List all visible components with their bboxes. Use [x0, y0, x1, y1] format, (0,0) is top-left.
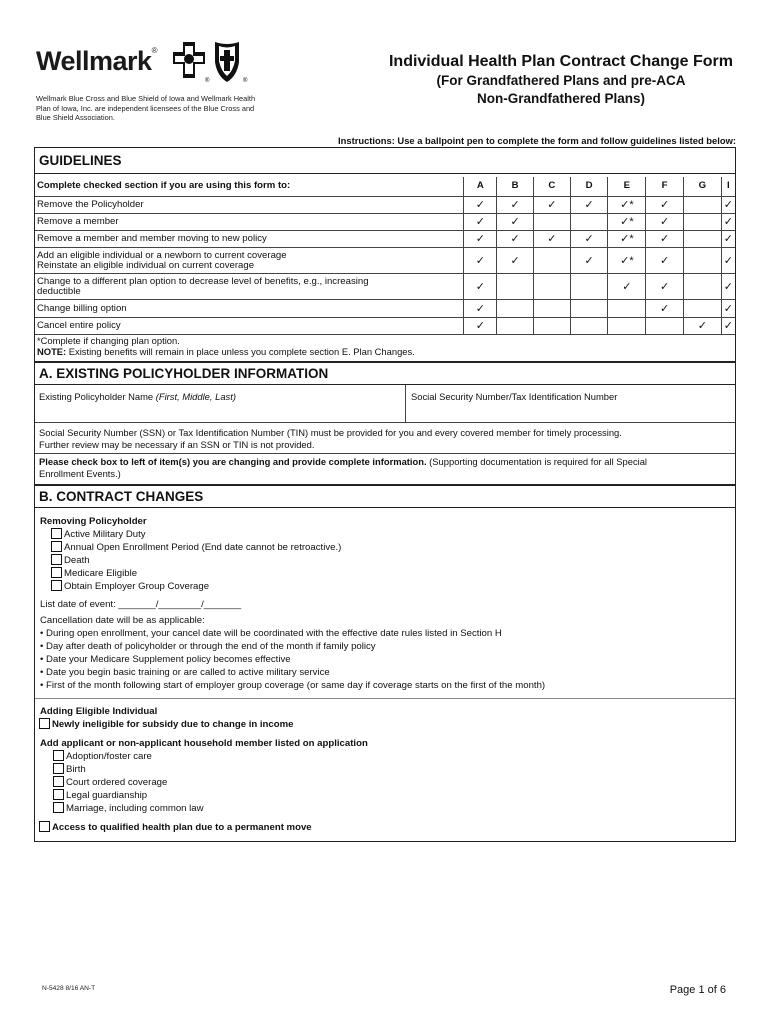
- option-guardianship[interactable]: Legal guardianship: [53, 789, 147, 802]
- table-row: [35, 317, 735, 334]
- check-cell: ✓: [721, 274, 735, 300]
- check-cell: ✓: [464, 248, 497, 274]
- check-cell: ✓: [721, 248, 735, 274]
- table-row: [35, 231, 735, 248]
- guidelines-note: [37, 335, 415, 357]
- check-cell: ✓: [608, 274, 646, 300]
- check-cell: ✓: [533, 231, 570, 248]
- ssn-notice: Social Security Number (SSN) or Tax Identification Number (TIN) must be provided for you and every covered member for timely processing. Further review may be necessary if an SSN or TIN is not provided.: [39, 427, 622, 450]
- checkbox[interactable]: [53, 789, 64, 800]
- svg-text:®: ®: [243, 78, 248, 84]
- cancel-rule: • During open enrollment, your cancel date will be coordinated with the effective date rules listed in Section H: [40, 628, 502, 639]
- cancel-rule: • Day after death of policyholder or through the end of the month if family policy: [40, 641, 376, 652]
- check-cell: [683, 274, 721, 300]
- col-header: E: [608, 177, 646, 196]
- option-court-ordered[interactable]: Court ordered coverage: [53, 776, 167, 789]
- table-row: [35, 248, 735, 274]
- check-cell: [533, 213, 570, 230]
- check-cell: ✓: [497, 196, 534, 213]
- instructions: Instructions: Use a ballpoint pen to complete the form and follow guidelines listed below:: [338, 135, 736, 146]
- checkbox[interactable]: [51, 580, 62, 591]
- check-cell: [570, 274, 608, 300]
- checkbox[interactable]: [53, 763, 64, 774]
- form-header: [36, 38, 736, 138]
- col-header: D: [570, 177, 608, 196]
- col-header: B: [497, 177, 534, 196]
- check-cell: [683, 196, 721, 213]
- check-cell: [608, 317, 646, 334]
- check-cell: [570, 213, 608, 230]
- option-open-enrollment[interactable]: Annual Open Enrollment Period (End date cannot be retroactive.): [51, 541, 341, 554]
- adding-eligible-title: Adding Eligible Individual: [40, 706, 158, 717]
- check-cell: ✓: [497, 231, 534, 248]
- licensee-disclaimer: Wellmark Blue Cross and Blue Shield of Iowa and Wellmark Health Plan of Iowa, Inc. are independent licensees of the Blue Cross and Blue Shield Association.: [36, 94, 256, 123]
- check-cell: ✓: [646, 300, 684, 317]
- footnote: *Complete if changing plan option.: [37, 335, 180, 346]
- check-cell: ✓: [464, 300, 497, 317]
- form-frame: [34, 147, 736, 842]
- option-medicare[interactable]: Medicare Eligible: [51, 567, 137, 580]
- check-cell: ✓*: [608, 213, 646, 230]
- check-cell: ✓: [646, 248, 684, 274]
- policyholder-name-field[interactable]: Existing Policyholder Name (First, Middle, Last): [35, 385, 406, 423]
- svg-text:®: ®: [205, 78, 210, 84]
- check-cell: [683, 300, 721, 317]
- row-label: Remove a member: [35, 213, 464, 230]
- check-cell: ✓: [497, 213, 534, 230]
- guidelines-heading: GUIDELINES: [35, 150, 735, 174]
- check-cell: [570, 300, 608, 317]
- checkbox[interactable]: [51, 567, 62, 578]
- table-row: [35, 196, 735, 213]
- check-cell: ✓: [533, 196, 570, 213]
- check-cell: ✓: [721, 300, 735, 317]
- check-cell: ✓*: [608, 196, 646, 213]
- check-cell: ✓: [721, 213, 735, 230]
- check-cell: [497, 300, 534, 317]
- check-cell: [497, 317, 534, 334]
- check-cell: ✓: [646, 231, 684, 248]
- cancellation-title: Cancellation date will be as applicable:: [40, 615, 205, 626]
- col-header: C: [533, 177, 570, 196]
- checkbox[interactable]: [53, 776, 64, 787]
- col-header: F: [646, 177, 684, 196]
- check-cell: ✓*: [608, 248, 646, 274]
- guidelines-header-row: [35, 177, 735, 196]
- check-cell: [683, 213, 721, 230]
- check-cell: [533, 248, 570, 274]
- check-cell: ✓: [570, 248, 608, 274]
- check-cell: ✓: [721, 317, 735, 334]
- form-code: N-5428 8/16 AN-T: [42, 985, 96, 992]
- note-line: NOTE: Existing benefits will remain in place unless you complete section E. Plan Changes.: [37, 346, 415, 357]
- guidelines-table: [35, 177, 735, 335]
- check-cell: ✓: [721, 196, 735, 213]
- table-row: [35, 300, 735, 317]
- option-birth[interactable]: Birth: [53, 763, 86, 776]
- checkbox[interactable]: [39, 718, 50, 729]
- check-cell: ✓: [570, 231, 608, 248]
- check-cell: [646, 317, 684, 334]
- row-label: Remove a member and member moving to new policy: [35, 231, 464, 248]
- check-cell: ✓: [464, 317, 497, 334]
- check-cell: ✓: [646, 196, 684, 213]
- col-header: G: [683, 177, 721, 196]
- date-of-event-field[interactable]: List date of event: _______/________/_______: [40, 599, 242, 610]
- col-header: I: [721, 177, 735, 196]
- table-row: [35, 213, 735, 230]
- section-b-heading: B. CONTRACT CHANGES: [35, 484, 735, 508]
- option-subsidy[interactable]: Newly ineligible for subsidy due to change in income: [39, 718, 293, 731]
- row-label: Change to a different plan option to decrease level of benefits, e.g., increasing deductible: [35, 274, 464, 300]
- check-cell: ✓: [464, 274, 497, 300]
- checkbox[interactable]: [51, 541, 62, 552]
- check-cell: [683, 248, 721, 274]
- divider: [35, 698, 735, 699]
- blue-cross-blue-shield-icon: [169, 40, 249, 84]
- check-cell: [570, 317, 608, 334]
- option-death[interactable]: Death: [51, 554, 90, 567]
- form-subtitle-2: Non-Grandfathered Plans): [476, 91, 646, 106]
- form-subtitle-1: (For Grandfathered Plans and pre-ACA: [436, 73, 686, 88]
- check-cell: [683, 231, 721, 248]
- check-cell: ✓: [646, 213, 684, 230]
- check-cell: ✓: [464, 213, 497, 230]
- checkbox[interactable]: [51, 528, 62, 539]
- cancel-rule: • First of the month following start of employer group coverage (or same day if coverage starts on the first of the month): [40, 680, 546, 691]
- cancel-rule: • Date you begin basic training or are called to active military service: [40, 667, 330, 678]
- guidelines-header-label: Complete checked section if you are using this form to:: [35, 177, 464, 196]
- check-cell: ✓: [721, 231, 735, 248]
- option-employer-coverage[interactable]: Obtain Employer Group Coverage: [51, 580, 209, 593]
- check-cell: [533, 274, 570, 300]
- check-cell: ✓*: [608, 231, 646, 248]
- section-a-heading: A. EXISTING POLICYHOLDER INFORMATION: [35, 361, 735, 385]
- check-cell: ✓: [464, 231, 497, 248]
- check-cell: ✓: [497, 248, 534, 274]
- brand-logo: Wellmark®: [36, 46, 157, 76]
- form-title: Individual Health Plan Contract Change Form: [388, 53, 734, 70]
- household-title: Add applicant or non-applicant household member listed on application: [40, 738, 368, 749]
- check-cell: [608, 300, 646, 317]
- checkbox[interactable]: [51, 554, 62, 565]
- check-instructions: Please check box to left of item(s) you are changing and provide complete information. (Supporting documentation is required for all Special Enrollment Events.): [35, 453, 735, 483]
- col-header: A: [464, 177, 497, 196]
- page-number: Page 1 of 6: [669, 984, 726, 996]
- policyholder-row: [35, 385, 735, 423]
- check-cell: ✓: [683, 317, 721, 334]
- check-cell: [533, 317, 570, 334]
- table-row: [35, 274, 735, 300]
- row-label: Remove the Policyholder: [35, 196, 464, 213]
- row-label: Add an eligible individual or a newborn to current coverage Reinstate an eligible individual on current coverage: [35, 248, 464, 274]
- check-cell: ✓: [464, 196, 497, 213]
- checkbox[interactable]: [39, 821, 50, 832]
- option-adoption[interactable]: Adoption/foster care: [53, 750, 152, 763]
- cancel-rule: • Date your Medicare Supplement policy becomes effective: [40, 654, 291, 665]
- check-cell: [533, 300, 570, 317]
- removing-policyholder-title: Removing Policyholder: [40, 516, 147, 527]
- check-cell: ✓: [570, 196, 608, 213]
- checkbox[interactable]: [53, 802, 64, 813]
- check-cell: ✓: [646, 274, 684, 300]
- option-permanent-move[interactable]: Access to qualified health plan due to a permanent move: [39, 821, 312, 834]
- row-label: Cancel entire policy: [35, 317, 464, 334]
- ssn-field[interactable]: Social Security Number/Tax Identification Number: [411, 391, 618, 402]
- row-label: Change billing option: [35, 300, 464, 317]
- check-cell: [497, 274, 534, 300]
- option-active-military[interactable]: Active Military Duty: [51, 528, 146, 541]
- form-title-block: [366, 52, 756, 108]
- option-marriage[interactable]: Marriage, including common law: [53, 802, 204, 815]
- checkbox[interactable]: [53, 750, 64, 761]
